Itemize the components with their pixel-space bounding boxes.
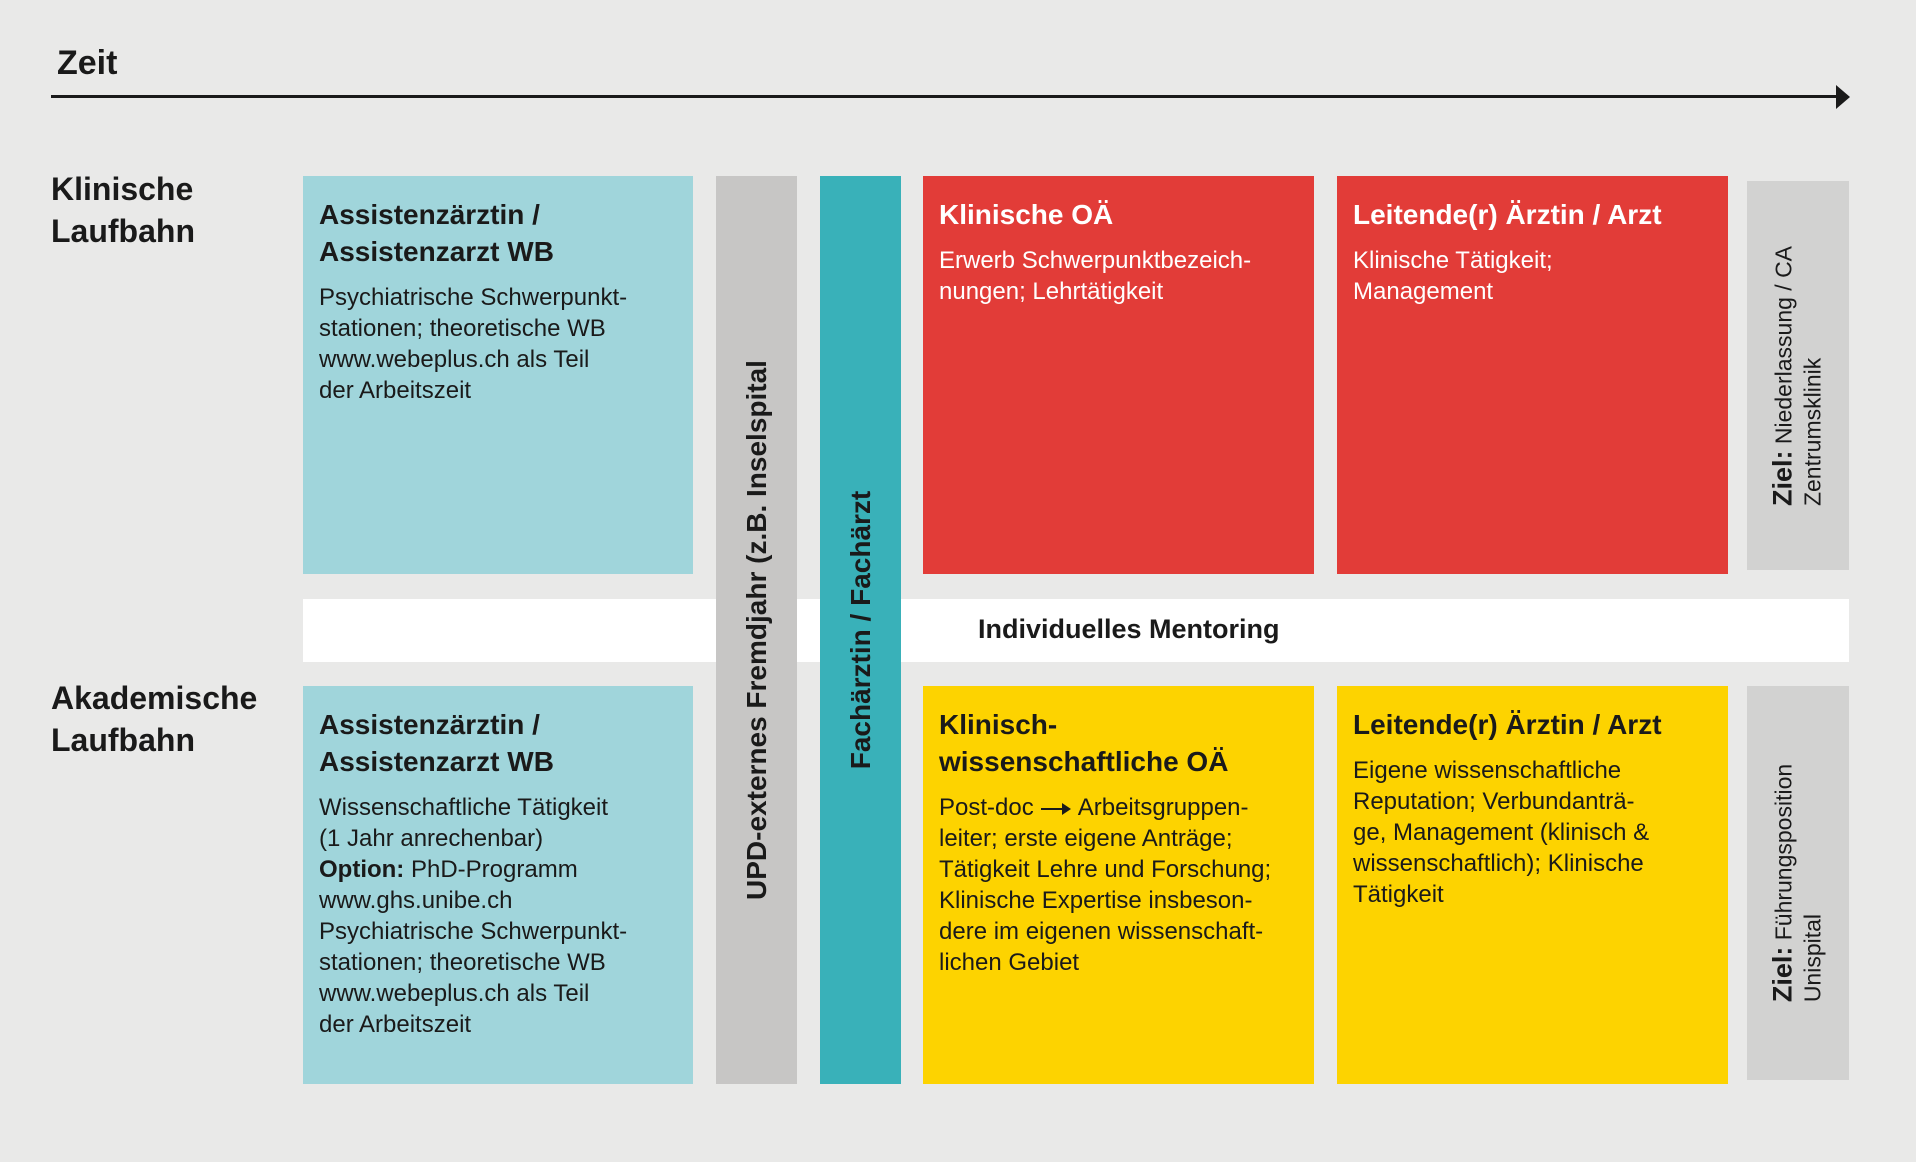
clinical-senior-body: Erwerb Schwerpunktbezeich- nungen; Lehrtätigkeit bbox=[939, 247, 1252, 305]
clinical-assistant-body: Psychiatrische Schwerpunkt- stationen; theoretische WB www.webeplus.ch als Teil der Arbeitszeit bbox=[319, 284, 628, 404]
academic-head-title: Leitende(r) Ärztin / Arzt bbox=[1353, 709, 1662, 740]
academic-senior-body: Post-doc Arbeitsgruppen- leiter; erste eigene Anträge; Tätigkeit Lehre und Forschung; Klinische Expertise insbeson- dere im eigenen wissenschaft- lichen Gebiet bbox=[939, 794, 1272, 976]
clinical-head-title: Leitende(r) Ärztin / Arzt bbox=[1353, 199, 1662, 230]
academic-assistant-box bbox=[303, 686, 693, 1084]
clinical-assistant-box bbox=[303, 176, 693, 574]
academic-goal-text: Ziel: Führungsposition Unispital bbox=[1767, 763, 1826, 1003]
clinical-assistant-title: Assistenzärztin / Assistenzarzt WB bbox=[319, 199, 554, 267]
clinical-goal-box bbox=[1747, 181, 1849, 570]
clinical-senior-title: Klinische OÄ bbox=[939, 199, 1114, 230]
external-year-column bbox=[716, 176, 797, 1084]
row-label-clinical: Klinische Laufbahn bbox=[51, 171, 195, 249]
clinical-head-body: Klinische Tätigkeit; Management bbox=[1353, 247, 1553, 305]
academic-assistant-body: Wissenschaftliche Tätigkeit (1 Jahr anrechenbar) Option: PhD-Programm www.ghs.unibe.ch Psychiatrische Schwerpunkt- stationen; theoretische WB www.webeplus.ch als Teil der Arbeitszeit bbox=[319, 794, 628, 1038]
specialist-column bbox=[820, 176, 901, 1084]
clinical-head-box bbox=[1337, 176, 1728, 574]
arrow-right-icon bbox=[1040, 801, 1072, 817]
external-year-label: UPD-externes Fremdjahr (z.B. Inselspital bbox=[740, 360, 772, 900]
academic-senior-box bbox=[923, 686, 1314, 1084]
time-axis-label: Zeit bbox=[57, 44, 118, 82]
clinical-goal-text: Ziel: Niederlassung / CA Zentrumsklinik bbox=[1767, 245, 1826, 506]
academic-goal-box bbox=[1747, 686, 1849, 1080]
time-axis-line bbox=[51, 95, 1841, 98]
row-label-academic: Akademische Laufbahn bbox=[51, 680, 258, 758]
academic-senior-title: Klinisch- wissenschaftliche OÄ bbox=[939, 709, 1229, 777]
academic-head-body: Eigene wissenschaftliche Reputation; Verbundanträ- ge, Management (klinisch & wissenschaftlich); Klinische Tätigkeit bbox=[1353, 757, 1650, 908]
clinical-senior-box bbox=[923, 176, 1314, 574]
academic-head-box bbox=[1337, 686, 1728, 1084]
specialist-label: Fachärztin / Fachärzt bbox=[844, 490, 876, 770]
time-axis-arrowhead bbox=[1836, 85, 1850, 109]
mentoring-label: Individuelles Mentoring bbox=[978, 614, 1280, 644]
academic-assistant-title: Assistenzärztin / Assistenzarzt WB bbox=[319, 709, 554, 777]
